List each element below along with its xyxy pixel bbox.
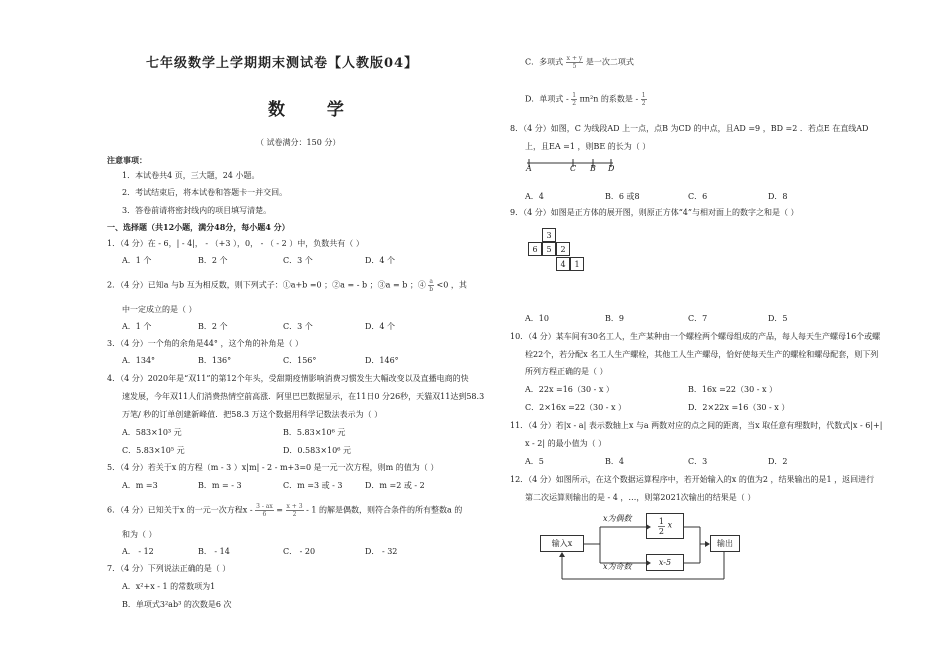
question-9: 9．（4 分）如图是正方体的展开图，则原正方体“4”与相对面上的数字之和是（ ） <box>510 208 799 217</box>
question-11: 11．（4 分）若|x - a| 表示数轴上x 与a 两数对应的点之间的距离，当x 取任意有理数时，代数式|x - 6|+| <box>510 421 883 430</box>
q7-option-c <box>525 55 634 70</box>
q10-option-b: B．16x =22（30 - x ） <box>688 385 778 394</box>
exam-title: 七年级数学上学期期末测试卷【人教版04】 <box>146 56 419 71</box>
question-2 <box>107 278 467 293</box>
odd-label: x为奇数 <box>603 562 632 571</box>
q7-option-d <box>525 92 647 107</box>
q6-option-d: D． - 32 <box>365 547 398 556</box>
score-note: （ 试卷满分：150 分） <box>256 138 341 147</box>
q10-option-d: D．2×22x =16（30 - x ） <box>688 403 790 412</box>
q5-option-b: B．m = - 3 <box>198 481 242 490</box>
q3-option-b: B．136° <box>198 356 232 365</box>
q6-option-b: B． - 14 <box>198 547 230 556</box>
q11-option-c: C．3 <box>688 457 708 466</box>
question-7: 7．（4 分）下列说法正确的是（ ） <box>107 564 231 573</box>
q7-c-text: C．多项式 <box>525 57 564 67</box>
fraction: $\frac{x + 3}{2}$ <box>286 503 303 518</box>
question-2-cont: 中一定成立的是（ ） <box>122 305 197 314</box>
q6-text-2: - 1 的解是偶数，则符合条件的所有整数a 的 <box>306 505 463 515</box>
question-1: 1．（4 分）在 - 6，| - 4|， - （+3 ），0， - （ - 2 ）中，负数共有（ ） <box>107 239 364 248</box>
q4-option-a: A．583×10³ 元 <box>122 428 182 437</box>
notes-heading: 注意事项： <box>107 155 147 165</box>
even-label: x为偶数 <box>603 514 632 523</box>
fraction: $\frac{1}{2}$ <box>641 92 646 107</box>
note-item: 2．考试结束后，将本试卷和答题卡一并交回。 <box>122 188 288 197</box>
q6-option-c: C． - 20 <box>283 547 316 556</box>
question-10: 10．（4 分）某车间有30名工人，生产某种由一个螺栓两个螺母组成的产品，每人每天生产螺母16个或螺 <box>510 332 881 341</box>
question-8: 8．（4 分）如图，C 为线段AD 上一点，点B 为CD 的中点，且AD =9 ，BD =2 ．若点E 在直线AD <box>510 124 869 133</box>
point-label: A <box>526 164 532 173</box>
question-10-cont: 所列方程正确的是（ ） <box>525 367 608 376</box>
note-item: 1．本试卷共4 页，三大题，24 小题。 <box>122 171 260 180</box>
half-var: x <box>667 520 673 530</box>
q4-option-b: B．5.83×10⁶ 元 <box>283 428 346 437</box>
q10-option-c: C．2×16x =22（30 - x ） <box>525 403 627 412</box>
q6-equals: = <box>276 505 283 515</box>
half-box <box>646 513 684 539</box>
note-item: 3．答卷前请将密封线内的项目填写清楚。 <box>122 206 272 215</box>
point-label: D <box>608 164 615 173</box>
question-10-cont: 栓22个，若分配x 名工人生产螺栓，其他工人生产螺母，恰好使每天生产的螺栓和螺母配套，则下列 <box>525 350 879 359</box>
net-cell: 2 <box>556 242 570 256</box>
question-8-cont: 上，且EA =1 ，则BE 的长为（ ） <box>525 142 651 151</box>
q9-option-b: B．9 <box>605 314 624 323</box>
point-label: B <box>590 164 596 173</box>
question-12: 12．（4 分）如图所示，在这个数据运算程序中，若开始输入的x 的值为2 ，结果输出的是1 ，返回进行 <box>510 475 875 484</box>
question-4: 4．（4 分）2020年是“双11”的第12个年头，受甜期疫情影响消费习惯发生大幅改变以及直播电商的快 <box>107 374 469 383</box>
q2-option-a: A．1 个 <box>122 322 152 331</box>
question-6 <box>107 503 462 518</box>
q8-option-c: C．6 <box>688 192 708 201</box>
q7-option-a: A．x²+x - 1 的常数项为1 <box>122 582 216 591</box>
q5-option-a: A．m =3 <box>122 481 158 490</box>
question-5: 5．（4 分）若关于x 的方程（m - 3 ）x|m| - 2 - m+3=0 是一元一次方程，则m 的值为（ ） <box>107 463 439 472</box>
question-12-cont: 第二次运算则输出的是 - 4 ，…，则第2021次输出的结果是（ ） <box>525 493 756 502</box>
q8-option-d: D．8 <box>768 192 788 201</box>
q2-option-c: C．3 个 <box>283 322 313 331</box>
q1-option-c: C．3 个 <box>283 256 313 265</box>
section-heading: 一、选择题（共12小题，满分48分，每小题4 分） <box>107 222 290 232</box>
net-cell: 4 <box>556 257 570 271</box>
q7-d-text-2: πn²n 的系数是 - <box>579 94 639 104</box>
q3-option-a: A．134° <box>122 356 156 365</box>
q5-option-d: D．m =2 或 - 2 <box>365 481 425 490</box>
question-6-cont: 和为（ ） <box>122 530 157 539</box>
q7-option-b: B．单项式3²ab³ 的次数是6 次 <box>122 600 232 609</box>
fraction: $\frac{1}{2}$ <box>572 92 577 107</box>
q1-option-b: B．2 个 <box>198 256 228 265</box>
q7-c-text-2: 是一次二项式 <box>585 57 634 67</box>
fraction: $\frac{3 - ax}{6}$ <box>256 503 273 518</box>
net-cell: 6 <box>528 242 542 256</box>
question-4-cont: 速发展，今年双11人们消费热情空前高涨．阿里巴巴数据显示，在11日0 分26秒，天猫双11达到58.3 <box>122 392 485 401</box>
q2-text: 2．（4 分）已知a 与b 互为相反数，则下列式子：①a+b =0 ；②a = - b ；③a = b ；④ <box>107 280 426 290</box>
minus-box: x-5 <box>646 554 684 571</box>
q1-option-d: D．4 个 <box>365 256 396 265</box>
q6-option-a: A． - 12 <box>122 547 154 556</box>
q4-option-d: D．0.583×10⁶ 元 <box>283 446 351 455</box>
q11-option-b: B．4 <box>605 457 624 466</box>
net-cell: 5 <box>542 242 556 256</box>
q6-text: 6．（4 分）已知关于x 的一元一次方程x - <box>107 505 253 515</box>
q3-option-c: C．156° <box>283 356 317 365</box>
q2-text-2: <0 ，其 <box>436 280 467 290</box>
q2-option-b: B．2 个 <box>198 322 228 331</box>
q4-option-c: C．5.83×10⁵ 元 <box>122 446 185 455</box>
q1-option-a: A．1 个 <box>122 256 152 265</box>
fraction: $\frac{a}{b}$ <box>429 278 434 293</box>
input-box: 输入x <box>540 535 584 552</box>
output-box: 输出 <box>710 535 740 552</box>
net-cell: 1 <box>570 257 584 271</box>
q9-option-c: C．7 <box>688 314 708 323</box>
q2-option-d: D．4 个 <box>365 322 396 331</box>
q5-option-c: C．m =3 或 - 3 <box>283 481 343 490</box>
q3-option-d: D．146° <box>365 356 399 365</box>
fraction: $\frac{x + y}{5}$ <box>566 55 583 70</box>
q11-option-a: A．5 <box>525 457 544 466</box>
q8-option-a: A．4 <box>525 192 544 201</box>
point-label: C <box>570 164 577 173</box>
q8-option-b: B．6 或8 <box>605 192 640 201</box>
q9-option-a: A．10 <box>525 314 549 323</box>
q10-option-a: A．22x =16（30 - x ） <box>525 385 614 394</box>
fraction: $\frac{1}{2}$ <box>658 517 665 536</box>
question-3: 3．（4 分）一个角的余角是44° ，这个角的补角是（ ） <box>107 339 303 348</box>
q7-d-text: D．单项式 - <box>525 94 569 104</box>
subject-title: 数 学 <box>268 100 362 120</box>
question-4-cont: 万笔/ 秒的订单创建新峰值．把58.3 万这个数据用科学记数法表示为（ ） <box>122 410 383 419</box>
net-cell: 3 <box>542 228 556 242</box>
q11-option-d: D．2 <box>768 457 788 466</box>
q9-option-d: D．5 <box>768 314 788 323</box>
question-11-cont: x - 2| 的最小值为（ ） <box>525 439 607 448</box>
